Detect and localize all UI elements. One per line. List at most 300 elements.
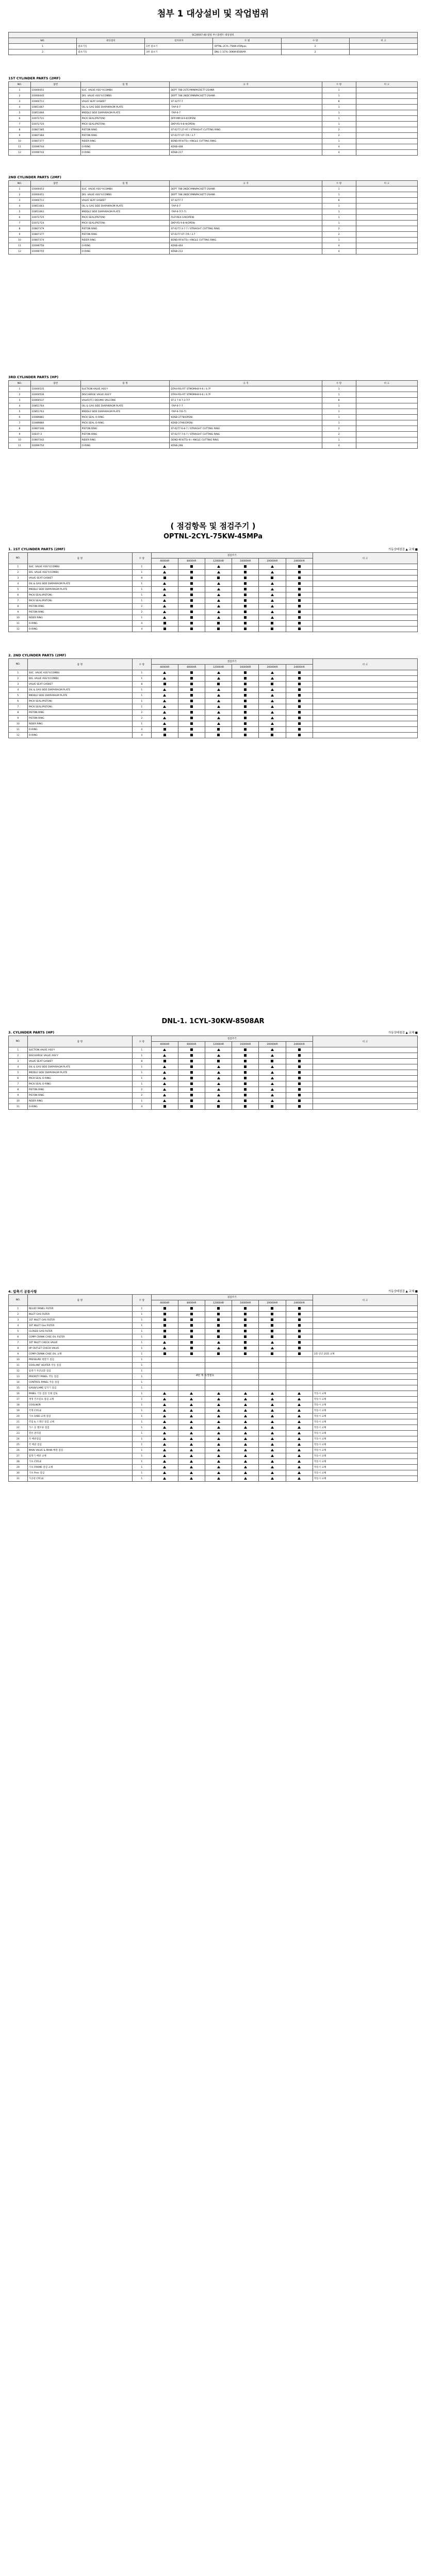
table-row bbox=[9, 82, 418, 88]
table-row bbox=[9, 564, 418, 570]
table-cell bbox=[356, 133, 417, 139]
table-cell bbox=[151, 1076, 178, 1081]
table-cell: 작동시 교체 bbox=[313, 1465, 417, 1470]
replace-mark-icon bbox=[163, 1335, 166, 1338]
table-cell: 1 bbox=[322, 110, 356, 116]
table-cell bbox=[205, 693, 232, 699]
replace-mark-icon bbox=[217, 1307, 220, 1310]
replace-mark-icon bbox=[217, 728, 220, 731]
inspect-mark-icon bbox=[217, 1426, 220, 1429]
table-cell bbox=[151, 1070, 178, 1076]
table-cell: 19 bbox=[9, 1408, 28, 1414]
table-row bbox=[9, 1363, 418, 1368]
inspect-mark-icon bbox=[217, 1437, 220, 1440]
table-cell bbox=[205, 575, 232, 581]
table-cell bbox=[205, 1363, 232, 1368]
table-cell: 27 bbox=[9, 1453, 28, 1459]
table-cell: DEPT 788 2NDCYMINPACKETT-2SHNR bbox=[170, 187, 322, 192]
table-cell bbox=[178, 727, 205, 733]
inspect-mark-icon bbox=[217, 694, 220, 697]
table-cell: 12 bbox=[9, 150, 31, 156]
table-cell: 24 bbox=[9, 1436, 28, 1442]
table-row bbox=[9, 1323, 418, 1329]
table-cell bbox=[356, 144, 417, 150]
table-cell: 25 bbox=[9, 1442, 28, 1448]
table-cell: 30 bbox=[9, 1470, 28, 1476]
table-cell: 1 bbox=[132, 1385, 151, 1391]
table-cell: 12 bbox=[9, 733, 28, 738]
table-cell bbox=[205, 1317, 232, 1323]
table-header-cell: 24000HR bbox=[286, 665, 313, 670]
parts-table-1st bbox=[8, 81, 418, 156]
table-cell: E0807346 bbox=[31, 426, 81, 432]
table-cell: E0807377 bbox=[31, 232, 81, 238]
table-cell bbox=[205, 1104, 232, 1110]
table-cell bbox=[313, 1334, 417, 1340]
model-2-title: DNL-1. 1CYL-30KW-8508AR bbox=[161, 1018, 265, 1025]
table-cell bbox=[232, 1431, 259, 1436]
replace-mark-icon bbox=[244, 688, 247, 691]
table-cell bbox=[259, 682, 286, 687]
table-cell: COMP CRANK CASE OIL 교체 bbox=[27, 1351, 132, 1357]
table-cell bbox=[205, 1476, 232, 1482]
table-header-cell: 4000HR bbox=[151, 1042, 178, 1047]
replace-mark-icon bbox=[244, 1077, 247, 1079]
table-header-cell: 12000HR bbox=[205, 665, 232, 670]
replace-mark-icon bbox=[298, 1088, 301, 1091]
table-row bbox=[9, 1465, 418, 1470]
table-cell: INLET GAS FILTER bbox=[27, 1312, 132, 1317]
table-cell bbox=[205, 699, 232, 704]
replace-mark-icon bbox=[244, 1060, 247, 1062]
replace-mark-icon bbox=[190, 1060, 193, 1062]
table-cell: VALVE SEAT GASKET bbox=[27, 575, 132, 581]
inspect-mark-icon bbox=[298, 1392, 301, 1395]
table-cell bbox=[286, 1334, 313, 1340]
table-cell bbox=[178, 1414, 205, 1419]
replace-mark-icon bbox=[163, 622, 166, 624]
table-cell bbox=[178, 587, 205, 592]
replace-mark-icon bbox=[298, 1077, 301, 1079]
table-header-cell: 20000HR bbox=[259, 1300, 286, 1306]
inspect-mark-icon bbox=[163, 599, 166, 602]
table-cell bbox=[313, 1323, 417, 1329]
table-cell: PACK SEAL O-RING bbox=[27, 1076, 132, 1081]
table-cell: 1 bbox=[322, 116, 356, 122]
table-cell: PACK SEAL(PISTON) bbox=[27, 598, 132, 604]
table-row bbox=[9, 187, 418, 192]
doc-title: 첨부 1 대상설비 및 작업범위 bbox=[157, 9, 269, 19]
table-cell: DIS. VALVE ASS'Y(COMBI) bbox=[80, 93, 170, 99]
inspect-mark-icon bbox=[217, 1420, 220, 1423]
table-cell bbox=[178, 1391, 205, 1397]
table-cell: KDSB-213 bbox=[170, 249, 322, 255]
inspect-mark-icon bbox=[217, 1460, 220, 1463]
table-row bbox=[9, 1425, 418, 1431]
table-cell bbox=[232, 564, 259, 570]
table-cell: RIDER RING bbox=[27, 1098, 132, 1104]
table-cell bbox=[151, 1385, 178, 1391]
inspect-mark-icon bbox=[163, 1347, 166, 1349]
table-cell bbox=[205, 604, 232, 609]
table-cell: SUC. VALVE ASS'Y(COMBI) bbox=[27, 670, 132, 676]
replace-mark-icon bbox=[298, 628, 301, 630]
table-cell: PACK SEAL(PISTON) bbox=[27, 699, 132, 704]
table-cell: DTAH-RS-FIT STMOMH8-9-6 / 4.7F bbox=[170, 392, 322, 398]
table-cell: 작동시 교체 bbox=[313, 1408, 417, 1414]
table-row bbox=[9, 415, 418, 420]
table-header-cell: 품 명 bbox=[80, 82, 170, 88]
table-cell bbox=[151, 1059, 178, 1064]
table-cell bbox=[313, 1093, 417, 1098]
table-row bbox=[9, 1442, 418, 1448]
table-cell: 압축기 배관 교체 bbox=[27, 1453, 132, 1459]
table-cell bbox=[313, 609, 417, 615]
replace-mark-icon bbox=[298, 1352, 301, 1355]
inspect-mark-icon bbox=[271, 1454, 274, 1457]
table-row bbox=[9, 1476, 418, 1482]
replace-mark-icon bbox=[298, 1060, 301, 1062]
table-cell: 1 bbox=[132, 1081, 151, 1087]
table-cell: 8 bbox=[132, 575, 151, 581]
table-cell: DIS. VALVE ASS'Y(COMBI) bbox=[27, 570, 132, 575]
replace-mark-icon bbox=[190, 717, 193, 719]
model-1-title: OPTNL-2CYL-75KW-45MPa bbox=[163, 533, 263, 540]
inspect-mark-icon bbox=[244, 1432, 247, 1434]
table-cell bbox=[259, 721, 286, 727]
table-cell: -TAP-6-7 bbox=[170, 110, 322, 116]
inspect-mark-icon bbox=[163, 1077, 166, 1079]
inspect-mark-icon bbox=[163, 1471, 166, 1474]
replace-mark-icon bbox=[190, 722, 193, 725]
table-header-cell: 규 격 bbox=[170, 181, 322, 187]
inspect-mark-icon bbox=[271, 599, 274, 602]
table-cell: 각계 CYCLE bbox=[27, 1408, 132, 1414]
table-cell bbox=[259, 1357, 286, 1363]
table-cell: 11 bbox=[9, 1363, 28, 1368]
table-header-cell: NO. bbox=[9, 82, 31, 88]
table-cell bbox=[178, 1346, 205, 1351]
table-cell: 8 bbox=[9, 710, 28, 716]
inspect-mark-icon bbox=[271, 722, 274, 725]
table-row bbox=[9, 1334, 418, 1340]
table-cell bbox=[286, 564, 313, 570]
table-cell bbox=[259, 609, 286, 615]
table-row bbox=[9, 575, 418, 581]
table-row bbox=[9, 699, 418, 704]
table-cell: 1 bbox=[132, 1414, 151, 1419]
table-header-cell: 점검주기 bbox=[151, 1036, 313, 1042]
table-cell: E0099743 bbox=[31, 150, 81, 156]
table-cell bbox=[259, 693, 286, 699]
table-cell bbox=[151, 1081, 178, 1087]
table-header-cell: 품 명 bbox=[27, 1036, 132, 1047]
inspect-mark-icon bbox=[217, 677, 220, 680]
table-header-cell: NO. bbox=[9, 381, 31, 386]
table-cell: 1 bbox=[322, 420, 356, 426]
table-row bbox=[9, 592, 418, 598]
table-row bbox=[9, 198, 418, 204]
table-cell: 3 bbox=[9, 198, 31, 204]
table-header-cell: 8000HR bbox=[178, 558, 205, 564]
inspect-mark-icon bbox=[163, 1048, 166, 1051]
inspect-mark-icon bbox=[217, 1403, 220, 1406]
table-cell bbox=[232, 1306, 259, 1312]
table-cell bbox=[232, 710, 259, 716]
replace-mark-icon bbox=[163, 1307, 166, 1310]
table-cell: E0807379 bbox=[31, 226, 81, 232]
table-cell bbox=[205, 1346, 232, 1351]
table-row bbox=[9, 1098, 418, 1104]
table-cell: 4 bbox=[9, 1064, 28, 1070]
inspect-mark-icon bbox=[217, 688, 220, 691]
inspect-mark-icon bbox=[163, 717, 166, 719]
inspect-mark-icon bbox=[190, 1415, 193, 1417]
table-cell bbox=[151, 1346, 178, 1351]
replace-mark-icon bbox=[163, 1330, 166, 1332]
table-cell bbox=[259, 1104, 286, 1110]
replace-mark-icon bbox=[298, 599, 301, 602]
table-row bbox=[9, 1081, 418, 1087]
table-cell: 10 bbox=[9, 139, 31, 144]
table-cell bbox=[356, 409, 417, 415]
table-cell bbox=[151, 710, 178, 716]
table-cell bbox=[259, 670, 286, 676]
table-cell bbox=[286, 1081, 313, 1087]
table-cell: O-RING bbox=[80, 443, 170, 449]
table-row bbox=[9, 1385, 418, 1391]
table-header-cell: 품 명 bbox=[27, 1295, 132, 1306]
table-row bbox=[9, 704, 418, 710]
replace-mark-icon bbox=[298, 605, 301, 607]
replace-mark-icon bbox=[298, 565, 301, 568]
table-cell bbox=[232, 670, 259, 676]
table-cell bbox=[313, 626, 417, 632]
inspect-mark-icon bbox=[163, 1420, 166, 1423]
table-cell bbox=[286, 676, 313, 682]
table-cell bbox=[286, 1351, 313, 1357]
table-cell bbox=[151, 615, 178, 621]
table-cell bbox=[232, 721, 259, 727]
table-cell bbox=[151, 575, 178, 581]
table-cell bbox=[286, 693, 313, 699]
table-cell: 8 bbox=[132, 1059, 151, 1064]
table-cell bbox=[178, 1408, 205, 1414]
table-cell bbox=[232, 1087, 259, 1093]
table-header-cell: 대상설비 bbox=[77, 38, 145, 44]
table-cell: 2 bbox=[9, 570, 28, 575]
inspect-mark-icon bbox=[217, 1077, 220, 1079]
table-cell: O-RING bbox=[80, 150, 170, 156]
table-header-cell: 수 량 bbox=[322, 181, 356, 187]
table-cell bbox=[286, 1323, 313, 1329]
table-header-cell: 비 고 bbox=[356, 181, 417, 187]
table-cell: 5 bbox=[9, 1070, 28, 1076]
table-cell: 5 bbox=[9, 209, 31, 215]
table-cell bbox=[205, 733, 232, 738]
table-cell: E0099744 bbox=[31, 144, 81, 150]
inspect-mark-icon bbox=[163, 671, 166, 674]
replace-mark-icon bbox=[271, 728, 273, 731]
table-cell: 2 bbox=[9, 1312, 28, 1317]
table-cell bbox=[151, 1397, 178, 1402]
table-cell: 1 bbox=[132, 1334, 151, 1340]
table-cell bbox=[205, 1368, 232, 1374]
table-cell bbox=[205, 710, 232, 716]
inspect-mark-icon bbox=[217, 1449, 220, 1451]
inspect-mark-icon bbox=[163, 1065, 166, 1068]
table-cell bbox=[205, 1425, 232, 1431]
table-cell bbox=[356, 198, 417, 204]
table-cell bbox=[286, 609, 313, 615]
table-cell bbox=[259, 1374, 286, 1380]
inspect-mark-icon bbox=[163, 571, 166, 573]
table-cell bbox=[356, 110, 417, 116]
replace-mark-icon bbox=[190, 599, 193, 602]
table-cell bbox=[232, 699, 259, 704]
table-cell: 1 bbox=[132, 1064, 151, 1070]
table-row bbox=[9, 204, 418, 209]
table-cell bbox=[151, 1476, 178, 1482]
table-cell bbox=[286, 587, 313, 592]
inspect-mark-icon bbox=[217, 1082, 220, 1085]
table-cell bbox=[205, 626, 232, 632]
table-cell bbox=[286, 1408, 313, 1414]
table-cell: 7 bbox=[9, 420, 31, 426]
table-header-cell: 4000HR bbox=[151, 1300, 178, 1306]
table-cell bbox=[232, 1476, 259, 1482]
table-cell bbox=[178, 1459, 205, 1465]
table-row bbox=[9, 144, 418, 150]
inspect-mark-icon bbox=[244, 1437, 247, 1440]
replace-mark-icon bbox=[271, 1313, 273, 1315]
table-cell bbox=[151, 1312, 178, 1317]
inspect-mark-icon bbox=[298, 1409, 301, 1412]
table-header-cell: 12000HR bbox=[205, 1300, 232, 1306]
table-cell: 2 bbox=[322, 232, 356, 238]
inspect-mark-icon bbox=[298, 1471, 301, 1474]
inspect-mark-icon bbox=[217, 1048, 220, 1051]
table-cell bbox=[151, 1436, 178, 1442]
table-cell bbox=[286, 604, 313, 609]
table-cell: MIDDLE SIDE DIAPHRAGM PLATE bbox=[80, 110, 170, 116]
table-cell bbox=[232, 1374, 259, 1380]
table-header-cell: 규 격 bbox=[170, 82, 322, 88]
table-cell bbox=[151, 626, 178, 632]
table-cell bbox=[178, 1081, 205, 1087]
table-cell: 4 bbox=[132, 621, 151, 626]
sched-2nd-title: 2. 2ND CYLINDER PARTS (2MF) bbox=[8, 653, 67, 657]
table-cell: 1 bbox=[322, 88, 356, 93]
section-title-1st: 1ST CYLINDER PARTS (2MF) bbox=[8, 76, 61, 80]
replace-mark-icon bbox=[244, 1088, 247, 1091]
table-row bbox=[9, 386, 418, 392]
replace-mark-icon bbox=[298, 1335, 301, 1338]
table-cell: E0089880 bbox=[31, 420, 81, 426]
table-cell bbox=[178, 621, 205, 626]
table-cell: 1 bbox=[132, 1374, 151, 1380]
replace-mark-icon bbox=[298, 1082, 301, 1085]
inspect-mark-icon bbox=[271, 1409, 274, 1412]
table-cell: 작동시 교체 bbox=[313, 1419, 417, 1425]
table-cell: 17 bbox=[9, 1397, 28, 1402]
table-cell bbox=[178, 1476, 205, 1482]
table-cell: ST-0277-3-7-7 / STRAIGHT CUTTING RING bbox=[170, 226, 322, 232]
table-cell: O-RING bbox=[80, 243, 170, 249]
table-row bbox=[9, 1036, 418, 1042]
table-cell: 1 bbox=[322, 415, 356, 420]
table-cell bbox=[151, 1064, 178, 1070]
table-cell bbox=[178, 1385, 205, 1391]
table-header-cell: NO. bbox=[9, 659, 28, 670]
table-cell bbox=[205, 1414, 232, 1419]
table-cell bbox=[205, 1391, 232, 1397]
table-cell: 가공관 CYCLE bbox=[27, 1476, 132, 1482]
replace-mark-icon bbox=[190, 1307, 193, 1310]
inspect-mark-icon bbox=[271, 1088, 274, 1091]
table-cell bbox=[151, 1374, 178, 1380]
inspect-mark-icon bbox=[190, 1426, 193, 1429]
table-cell: 1 bbox=[132, 1076, 151, 1081]
table-cell bbox=[286, 1059, 313, 1064]
table-cell: GAS&FLAME 감지기 점검 bbox=[27, 1385, 132, 1391]
table-cell: SUCTION VALVE ASS'Y bbox=[80, 386, 170, 392]
table-cell bbox=[151, 1408, 178, 1414]
inspect-mark-icon bbox=[271, 1347, 274, 1349]
replace-mark-icon bbox=[244, 711, 247, 714]
table-cell: 2 bbox=[322, 432, 356, 437]
table-cell bbox=[356, 420, 417, 426]
table-cell bbox=[286, 621, 313, 626]
table-cell: 1 bbox=[132, 1402, 151, 1408]
replace-mark-icon bbox=[271, 683, 273, 685]
table-cell bbox=[178, 575, 205, 581]
table-cell bbox=[178, 1053, 205, 1059]
table-header-cell: 점검주기 bbox=[151, 1295, 313, 1300]
table-cell bbox=[259, 687, 286, 693]
table-cell bbox=[205, 1312, 232, 1317]
table-row bbox=[9, 93, 418, 99]
replace-mark-icon bbox=[244, 1347, 247, 1349]
inspect-mark-icon bbox=[271, 594, 274, 596]
inspect-mark-icon bbox=[163, 1082, 166, 1085]
inspect-mark-icon bbox=[217, 1071, 220, 1074]
table-cell: DEPT 788 2NDCYMINPACKETT-2SHNR bbox=[170, 93, 322, 99]
table-row bbox=[9, 88, 418, 93]
inspect-mark-icon bbox=[190, 1403, 193, 1406]
table-cell bbox=[151, 1453, 178, 1459]
table-row bbox=[9, 721, 418, 727]
inspect-mark-icon bbox=[217, 1454, 220, 1457]
table-cell bbox=[232, 733, 259, 738]
table-cell bbox=[151, 733, 178, 738]
inspect-mark-icon bbox=[271, 1071, 274, 1074]
table-cell: PRIORITY PANEL 작동 점검 bbox=[27, 1374, 132, 1380]
table-cell: PISTON RING bbox=[27, 604, 132, 609]
table-cell bbox=[178, 1306, 205, 1312]
table-cell bbox=[178, 682, 205, 687]
table-row bbox=[9, 249, 418, 255]
inspect-mark-icon bbox=[298, 1420, 301, 1423]
table-cell bbox=[356, 105, 417, 110]
inspect-mark-icon bbox=[163, 1426, 166, 1429]
table-cell bbox=[286, 1357, 313, 1363]
table-cell bbox=[205, 615, 232, 621]
table-cell: E0000451 bbox=[31, 192, 81, 198]
table-cell bbox=[151, 1380, 178, 1385]
table-cell bbox=[259, 575, 286, 581]
table-cell: 21 bbox=[9, 1419, 28, 1425]
